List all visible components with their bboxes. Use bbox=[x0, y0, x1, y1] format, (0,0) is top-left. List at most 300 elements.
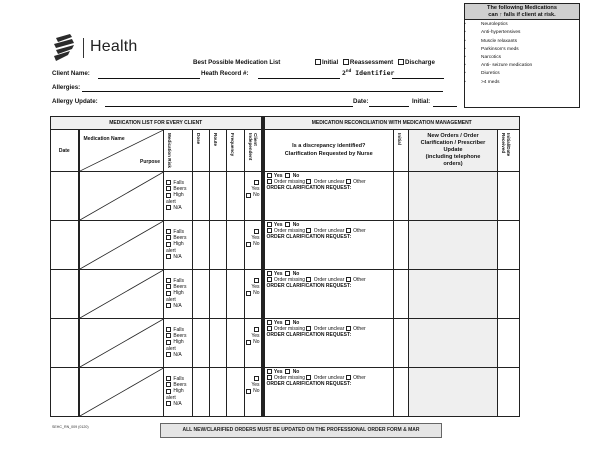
reason-checkbox[interactable] bbox=[306, 228, 345, 234]
date-field[interactable] bbox=[369, 106, 409, 107]
bullet-icon: • bbox=[464, 79, 466, 85]
reason-checkbox[interactable] bbox=[346, 375, 366, 381]
risk-option-label: Beers bbox=[173, 235, 187, 242]
brand-name: Health bbox=[90, 38, 138, 55]
risk-option-label: Falls bbox=[173, 180, 184, 186]
checkbox-icon bbox=[246, 389, 251, 394]
second-identifier-field[interactable] bbox=[392, 78, 444, 79]
col-frequency-label: Frequency bbox=[230, 133, 235, 157]
clarification-request-label: ORDER CLARIFICATION REQUEST: bbox=[266, 332, 352, 339]
date-cell[interactable] bbox=[51, 368, 79, 417]
independent-option-checkbox[interactable] bbox=[245, 327, 260, 339]
checkbox-icon bbox=[254, 229, 259, 234]
reason-checkbox[interactable] bbox=[346, 277, 366, 283]
frequency-cell[interactable] bbox=[227, 319, 245, 368]
initial-cell[interactable] bbox=[394, 172, 409, 221]
client-independent-cell bbox=[245, 319, 263, 368]
risk-option-label: Falls bbox=[173, 376, 184, 382]
bullet-icon: • bbox=[464, 22, 466, 28]
allergies-field[interactable] bbox=[82, 91, 443, 92]
reason-checkbox[interactable] bbox=[267, 228, 307, 234]
independent-option-label: Yes bbox=[251, 186, 260, 193]
checkbox-icon bbox=[346, 228, 351, 233]
falls-risk-item-label: Anti- seizure medication bbox=[481, 63, 533, 69]
falls-risk-item bbox=[465, 70, 579, 78]
col-dose-label: Dose bbox=[196, 133, 201, 145]
date-label: Date: bbox=[353, 98, 369, 105]
reason-checkbox[interactable] bbox=[306, 375, 345, 381]
checkbox-icon bbox=[285, 173, 290, 178]
independent-option-checkbox[interactable] bbox=[245, 290, 260, 296]
checkbox-icon bbox=[246, 291, 251, 296]
discrepancy-cell bbox=[263, 270, 394, 319]
risk-option-checkbox[interactable] bbox=[166, 241, 192, 253]
client-name-label: Client Name: bbox=[52, 70, 90, 77]
client-independent-cell bbox=[245, 172, 263, 221]
independent-option-label: No bbox=[253, 241, 260, 248]
reason-label: Order missing bbox=[273, 179, 306, 186]
independent-option-label: No bbox=[253, 388, 260, 395]
checkbox-icon bbox=[166, 229, 171, 234]
brand-logo-icon bbox=[52, 34, 76, 62]
diagonal-divider bbox=[80, 221, 164, 269]
second-identifier-label: 2nd Identifier bbox=[342, 69, 395, 78]
discrepancy-no-checkbox[interactable] bbox=[285, 369, 299, 375]
checkbox-icon bbox=[306, 375, 311, 380]
col-medication-name-label: Medication Name bbox=[83, 136, 125, 142]
initial-date-received-cell[interactable] bbox=[498, 172, 520, 221]
checkbox-icon bbox=[166, 401, 171, 406]
frequency-cell[interactable] bbox=[227, 221, 245, 270]
col-date-label: Date bbox=[58, 147, 70, 154]
col-medication-risk bbox=[164, 130, 193, 172]
route-cell[interactable] bbox=[210, 270, 227, 319]
checkbox-icon bbox=[254, 327, 259, 332]
checkbox-icon bbox=[267, 173, 272, 178]
reason-label: Order unclear bbox=[313, 228, 345, 235]
initial-cell[interactable] bbox=[394, 270, 409, 319]
discrepancy-yes-checkbox[interactable] bbox=[267, 271, 283, 277]
checkbox-icon bbox=[166, 186, 171, 191]
risk-option-label: Falls bbox=[173, 229, 184, 235]
checkbox-icon bbox=[166, 333, 171, 338]
falls-risk-title bbox=[465, 4, 579, 20]
form-code: SEHC_RN_009 (0120) bbox=[52, 425, 89, 429]
checkbox-icon bbox=[306, 228, 311, 233]
reason-label: Other bbox=[353, 228, 366, 235]
reason-label: Order unclear bbox=[313, 179, 345, 186]
col-date bbox=[51, 130, 79, 172]
falls-risk-list bbox=[465, 20, 579, 87]
medication-risk-cell bbox=[164, 172, 193, 221]
bullet-icon: • bbox=[464, 30, 466, 36]
reason-checkbox[interactable] bbox=[267, 277, 307, 283]
discrepancy-no-label: No bbox=[292, 222, 300, 228]
checkbox-icon bbox=[166, 389, 171, 394]
falls-risk-title-line1: The following Medications bbox=[487, 5, 557, 11]
checkbox-icon bbox=[285, 271, 290, 276]
frequency-cell[interactable] bbox=[227, 172, 245, 221]
risk-option-checkbox[interactable] bbox=[166, 352, 192, 358]
date-cell[interactable] bbox=[51, 172, 79, 221]
risk-option-checkbox[interactable] bbox=[166, 303, 192, 309]
checkbox-icon bbox=[306, 326, 311, 331]
independent-option-checkbox[interactable] bbox=[245, 339, 260, 345]
client-independent-cell bbox=[245, 368, 263, 417]
col-new-orders bbox=[409, 130, 498, 172]
reason-checkbox[interactable] bbox=[306, 179, 345, 185]
checkbox-icon bbox=[166, 352, 171, 357]
allergy-update-label: Allergy Update: bbox=[52, 98, 98, 105]
discrepancy-no-checkbox[interactable] bbox=[285, 320, 299, 326]
falls-risk-item bbox=[465, 62, 579, 70]
checkbox-icon bbox=[267, 326, 272, 331]
new-orders-cell[interactable] bbox=[409, 270, 498, 319]
dose-cell[interactable] bbox=[193, 270, 210, 319]
new-orders-cell[interactable] bbox=[409, 368, 498, 417]
checkbox-icon bbox=[166, 327, 171, 332]
checkbox-icon bbox=[246, 340, 251, 345]
discrepancy-no-label: No bbox=[292, 320, 300, 326]
medication-risk-cell bbox=[164, 319, 193, 368]
initial-field[interactable] bbox=[433, 106, 457, 107]
independent-option-label: Yes bbox=[251, 284, 260, 291]
client-independent-cell bbox=[245, 270, 263, 319]
reason-label: Other bbox=[353, 326, 366, 333]
falls-risk-item-label: Diuretics bbox=[481, 71, 500, 77]
checkbox-icon bbox=[306, 277, 311, 282]
discrepancy-yes-checkbox[interactable] bbox=[267, 320, 283, 326]
reason-checkbox[interactable] bbox=[267, 375, 307, 381]
reason-label: Other bbox=[353, 179, 366, 186]
bullet-icon: • bbox=[464, 71, 466, 77]
clarification-request-label: ORDER CLARIFICATION REQUEST: bbox=[266, 283, 352, 290]
clarification-request-label: ORDER CLARIFICATION REQUEST: bbox=[266, 185, 352, 192]
risk-option-checkbox[interactable] bbox=[166, 254, 192, 260]
medication-row bbox=[51, 221, 520, 270]
form-title: Best Possible Medication List bbox=[193, 59, 281, 66]
reason-checkbox[interactable] bbox=[267, 326, 307, 332]
falls-risk-item bbox=[465, 38, 579, 46]
checkbox-icon bbox=[346, 277, 351, 282]
col-new-orders-line4: (including telephone bbox=[425, 154, 481, 160]
initial-cell[interactable] bbox=[394, 368, 409, 417]
checkbox-icon bbox=[166, 205, 171, 210]
route-cell[interactable] bbox=[210, 319, 227, 368]
independent-option-checkbox[interactable] bbox=[245, 229, 260, 241]
discrepancy-no-checkbox[interactable] bbox=[285, 222, 299, 228]
checkbox-icon bbox=[285, 320, 290, 325]
checkbox-icon bbox=[254, 376, 259, 381]
risk-option-label: N/A bbox=[173, 302, 182, 309]
risk-option-label: N/A bbox=[173, 253, 182, 260]
clarification-request-label: ORDER CLARIFICATION REQUEST: bbox=[266, 381, 352, 388]
reason-checkbox[interactable] bbox=[306, 277, 345, 283]
col-initial-date-received bbox=[498, 130, 520, 172]
checkbox-icon bbox=[267, 375, 272, 380]
checkbox-icon bbox=[166, 303, 171, 308]
medication-row bbox=[51, 172, 520, 221]
checkbox-icon bbox=[346, 326, 351, 331]
new-orders-cell[interactable] bbox=[409, 221, 498, 270]
medication-list-band: MEDICATION LIST FOR EVERY CLIENT bbox=[51, 117, 263, 130]
risk-option-label: High alert bbox=[166, 192, 184, 205]
checkbox-icon bbox=[166, 235, 171, 240]
checkbox-icon bbox=[398, 59, 404, 65]
col-client-independent-label: Client Independent bbox=[248, 133, 258, 161]
bullet-icon: • bbox=[464, 63, 466, 69]
risk-option-label: N/A bbox=[173, 400, 182, 407]
medication-name-cell[interactable] bbox=[79, 319, 164, 368]
risk-option-checkbox[interactable] bbox=[166, 290, 192, 302]
reason-checkbox[interactable] bbox=[267, 179, 307, 185]
checkbox-icon bbox=[285, 369, 290, 374]
col-route bbox=[210, 130, 227, 172]
checkbox-icon bbox=[166, 291, 171, 296]
col-initial bbox=[394, 130, 409, 172]
date-cell[interactable] bbox=[51, 221, 79, 270]
checkbox-icon bbox=[306, 179, 311, 184]
checkbox-icon bbox=[267, 369, 272, 374]
risk-option-label: Falls bbox=[173, 278, 184, 284]
discrepancy-cell bbox=[263, 368, 394, 417]
risk-option-checkbox[interactable] bbox=[166, 339, 192, 351]
logo-divider bbox=[83, 38, 84, 58]
checkbox-icon bbox=[346, 375, 351, 380]
route-cell[interactable] bbox=[210, 172, 227, 221]
checkbox-icon bbox=[315, 59, 321, 65]
risk-option-label: High alert bbox=[166, 388, 184, 401]
discharge-checkbox[interactable]: Discharge bbox=[398, 59, 435, 66]
col-frequency bbox=[227, 130, 245, 172]
checkbox-icon bbox=[267, 179, 272, 184]
discrepancy-yes-label: Yes bbox=[273, 173, 283, 179]
discrepancy-yes-checkbox[interactable] bbox=[267, 369, 283, 375]
checkbox-icon bbox=[267, 271, 272, 276]
independent-option-label: Yes bbox=[251, 382, 260, 389]
bullet-icon: • bbox=[464, 38, 466, 44]
checkbox-icon bbox=[166, 278, 171, 283]
form-type-options bbox=[315, 59, 438, 66]
risk-option-label: High alert bbox=[166, 241, 184, 254]
medication-name-cell[interactable] bbox=[79, 368, 164, 417]
col-new-orders-line5: orders) bbox=[443, 161, 463, 167]
medication-risk-cell bbox=[164, 221, 193, 270]
discrepancy-yes-label: Yes bbox=[273, 369, 283, 375]
checkbox-icon bbox=[166, 254, 171, 259]
risk-option-label: Beers bbox=[173, 284, 187, 291]
checkbox-icon bbox=[343, 59, 349, 65]
col-discrepancy-line2: Clarification Requested by Nurse bbox=[284, 150, 373, 157]
checkbox-icon bbox=[166, 340, 171, 345]
reason-checkbox[interactable] bbox=[346, 326, 366, 332]
discrepancy-yes-checkbox[interactable] bbox=[267, 173, 283, 179]
falls-risk-item-label: Anti-hypertensives bbox=[481, 30, 521, 36]
health-record-field[interactable] bbox=[258, 78, 340, 79]
independent-option-checkbox[interactable] bbox=[245, 278, 260, 290]
initial-cell[interactable] bbox=[394, 319, 409, 368]
checkbox-icon bbox=[346, 179, 351, 184]
bullet-icon: • bbox=[464, 46, 466, 52]
medication-risk-cell bbox=[164, 368, 193, 417]
col-dose bbox=[193, 130, 210, 172]
initial-date-received-cell[interactable] bbox=[498, 319, 520, 368]
falls-risk-item-label: Parkinson's meds bbox=[481, 46, 519, 52]
reason-checkbox[interactable] bbox=[346, 228, 366, 234]
diagonal-divider bbox=[80, 368, 164, 416]
checkbox-icon bbox=[166, 284, 171, 289]
reassessment-checkbox[interactable]: Reassessment bbox=[343, 59, 393, 66]
checkbox-icon bbox=[267, 228, 272, 233]
col-initial-label: Initial bbox=[397, 133, 402, 145]
risk-option-label: Beers bbox=[173, 186, 187, 193]
discrepancy-no-checkbox[interactable] bbox=[285, 173, 299, 179]
checkbox-icon bbox=[254, 180, 259, 185]
risk-option-label: N/A bbox=[173, 204, 182, 211]
initial-date-received-cell[interactable] bbox=[498, 221, 520, 270]
initial-checkbox[interactable]: Initial bbox=[315, 59, 338, 66]
diagonal-divider bbox=[80, 319, 164, 367]
footer-notice: ALL NEW/CLARIFIED ORDERS MUST BE UPDATED ON THE PROFESSIONAL ORDER FORM & MAR bbox=[160, 423, 442, 438]
checkbox-icon bbox=[267, 222, 272, 227]
checkbox-icon bbox=[267, 320, 272, 325]
col-discrepancy bbox=[263, 130, 394, 172]
client-independent-cell bbox=[245, 221, 263, 270]
bullet-icon: • bbox=[464, 55, 466, 60]
reason-label: Order unclear bbox=[313, 326, 345, 333]
dose-cell[interactable] bbox=[193, 172, 210, 221]
route-cell[interactable] bbox=[210, 221, 227, 270]
independent-option-checkbox[interactable] bbox=[245, 241, 260, 247]
risk-option-checkbox[interactable] bbox=[166, 192, 192, 204]
independent-option-label: No bbox=[253, 290, 260, 297]
falls-risk-item-label: Narcotics bbox=[481, 55, 501, 60]
new-orders-cell[interactable] bbox=[409, 319, 498, 368]
falls-risk-item bbox=[465, 54, 579, 62]
discrepancy-cell bbox=[263, 319, 394, 368]
frequency-cell[interactable] bbox=[227, 270, 245, 319]
dose-cell[interactable] bbox=[193, 368, 210, 417]
reason-label: Other bbox=[353, 375, 366, 382]
medication-row bbox=[51, 319, 520, 368]
medication-row bbox=[51, 270, 520, 319]
independent-option-label: No bbox=[253, 339, 260, 346]
initial-label: Initial: bbox=[412, 98, 431, 105]
independent-option-checkbox[interactable] bbox=[245, 376, 260, 388]
medication-name-cell[interactable] bbox=[79, 172, 164, 221]
falls-risk-item bbox=[465, 46, 579, 54]
col-new-orders-line2: Clarification / Prescriber bbox=[420, 140, 486, 146]
checkbox-icon bbox=[166, 242, 171, 247]
col-medication-risk-label: Medication Risk bbox=[167, 133, 172, 168]
discrepancy-cell bbox=[263, 221, 394, 270]
reconciliation-band: MEDICATION RECONCILIATION WITH MEDICATION MANAGEMENT bbox=[263, 117, 520, 130]
independent-option-label: Yes bbox=[251, 235, 260, 242]
discrepancy-yes-label: Yes bbox=[273, 222, 283, 228]
falls-risk-item bbox=[465, 21, 579, 29]
dose-cell[interactable] bbox=[193, 221, 210, 270]
date-cell[interactable] bbox=[51, 319, 79, 368]
dose-cell[interactable] bbox=[193, 319, 210, 368]
allergies-label: Allergies: bbox=[52, 84, 81, 91]
initial-date-received-cell[interactable] bbox=[498, 368, 520, 417]
medication-name-cell[interactable] bbox=[79, 221, 164, 270]
falls-risk-item bbox=[465, 79, 579, 87]
discrepancy-yes-checkbox[interactable] bbox=[267, 222, 283, 228]
independent-option-checkbox[interactable] bbox=[245, 180, 260, 192]
col-new-orders-line3: Update bbox=[443, 147, 463, 153]
risk-option-label: High alert bbox=[166, 339, 184, 352]
allergy-update-field[interactable] bbox=[105, 106, 353, 107]
date-cell[interactable] bbox=[51, 270, 79, 319]
risk-option-label: Beers bbox=[173, 382, 187, 389]
checkbox-icon bbox=[246, 193, 251, 198]
independent-option-checkbox[interactable] bbox=[245, 192, 260, 198]
health-record-label: Heath Record #: bbox=[201, 70, 249, 77]
risk-option-checkbox[interactable] bbox=[166, 388, 192, 400]
route-cell[interactable] bbox=[210, 368, 227, 417]
reason-label: Other bbox=[353, 277, 366, 284]
discrepancy-no-label: No bbox=[292, 271, 300, 277]
clarification-request-label: ORDER CLARIFICATION REQUEST: bbox=[266, 234, 352, 241]
medication-name-cell[interactable] bbox=[79, 270, 164, 319]
col-client-independent bbox=[245, 130, 263, 172]
risk-option-checkbox[interactable] bbox=[166, 205, 192, 211]
falls-risk-item-label: >4 meds bbox=[481, 79, 500, 85]
client-name-field[interactable] bbox=[98, 78, 200, 79]
checkbox-icon bbox=[166, 180, 171, 185]
reason-label: Order missing bbox=[273, 326, 306, 333]
reason-label: Order unclear bbox=[313, 375, 345, 382]
risk-option-label: N/A bbox=[173, 351, 182, 358]
col-medication-name bbox=[79, 130, 164, 172]
col-new-orders-line1: New Orders / Order bbox=[427, 133, 479, 139]
discrepancy-no-label: No bbox=[292, 369, 300, 375]
reason-checkbox[interactable] bbox=[346, 179, 366, 185]
medication-table bbox=[50, 116, 520, 417]
risk-option-label: Falls bbox=[173, 327, 184, 333]
discrepancy-cell bbox=[263, 172, 394, 221]
col-purpose-label: Purpose bbox=[139, 159, 160, 165]
discrepancy-yes-label: Yes bbox=[273, 271, 283, 277]
independent-option-checkbox[interactable] bbox=[245, 388, 260, 394]
independent-option-label: No bbox=[253, 192, 260, 199]
independent-option-label: Yes bbox=[251, 333, 260, 340]
reason-label: Order unclear bbox=[313, 277, 345, 284]
diagonal-divider bbox=[80, 172, 164, 220]
discrepancy-no-checkbox[interactable] bbox=[285, 271, 299, 277]
initial-cell[interactable] bbox=[394, 221, 409, 270]
initial-date-received-cell[interactable] bbox=[498, 270, 520, 319]
checkbox-icon bbox=[246, 242, 251, 247]
frequency-cell[interactable] bbox=[227, 368, 245, 417]
risk-option-label: High alert bbox=[166, 290, 184, 303]
falls-risk-medications-box bbox=[464, 3, 580, 108]
checkbox-icon bbox=[166, 193, 171, 198]
checkbox-icon bbox=[254, 278, 259, 283]
checkbox-icon bbox=[267, 277, 272, 282]
checkbox-icon bbox=[285, 222, 290, 227]
checkbox-icon bbox=[166, 376, 171, 381]
falls-risk-title-line2: can ↑ falls if client at risk. bbox=[488, 11, 556, 18]
new-orders-cell[interactable] bbox=[409, 172, 498, 221]
col-route-label: Route bbox=[213, 133, 218, 147]
reason-checkbox[interactable] bbox=[306, 326, 345, 332]
falls-risk-item-label: Neuroleptics bbox=[481, 22, 508, 28]
falls-risk-item bbox=[465, 29, 579, 37]
checkbox-icon bbox=[166, 382, 171, 387]
risk-option-checkbox[interactable] bbox=[166, 401, 192, 407]
